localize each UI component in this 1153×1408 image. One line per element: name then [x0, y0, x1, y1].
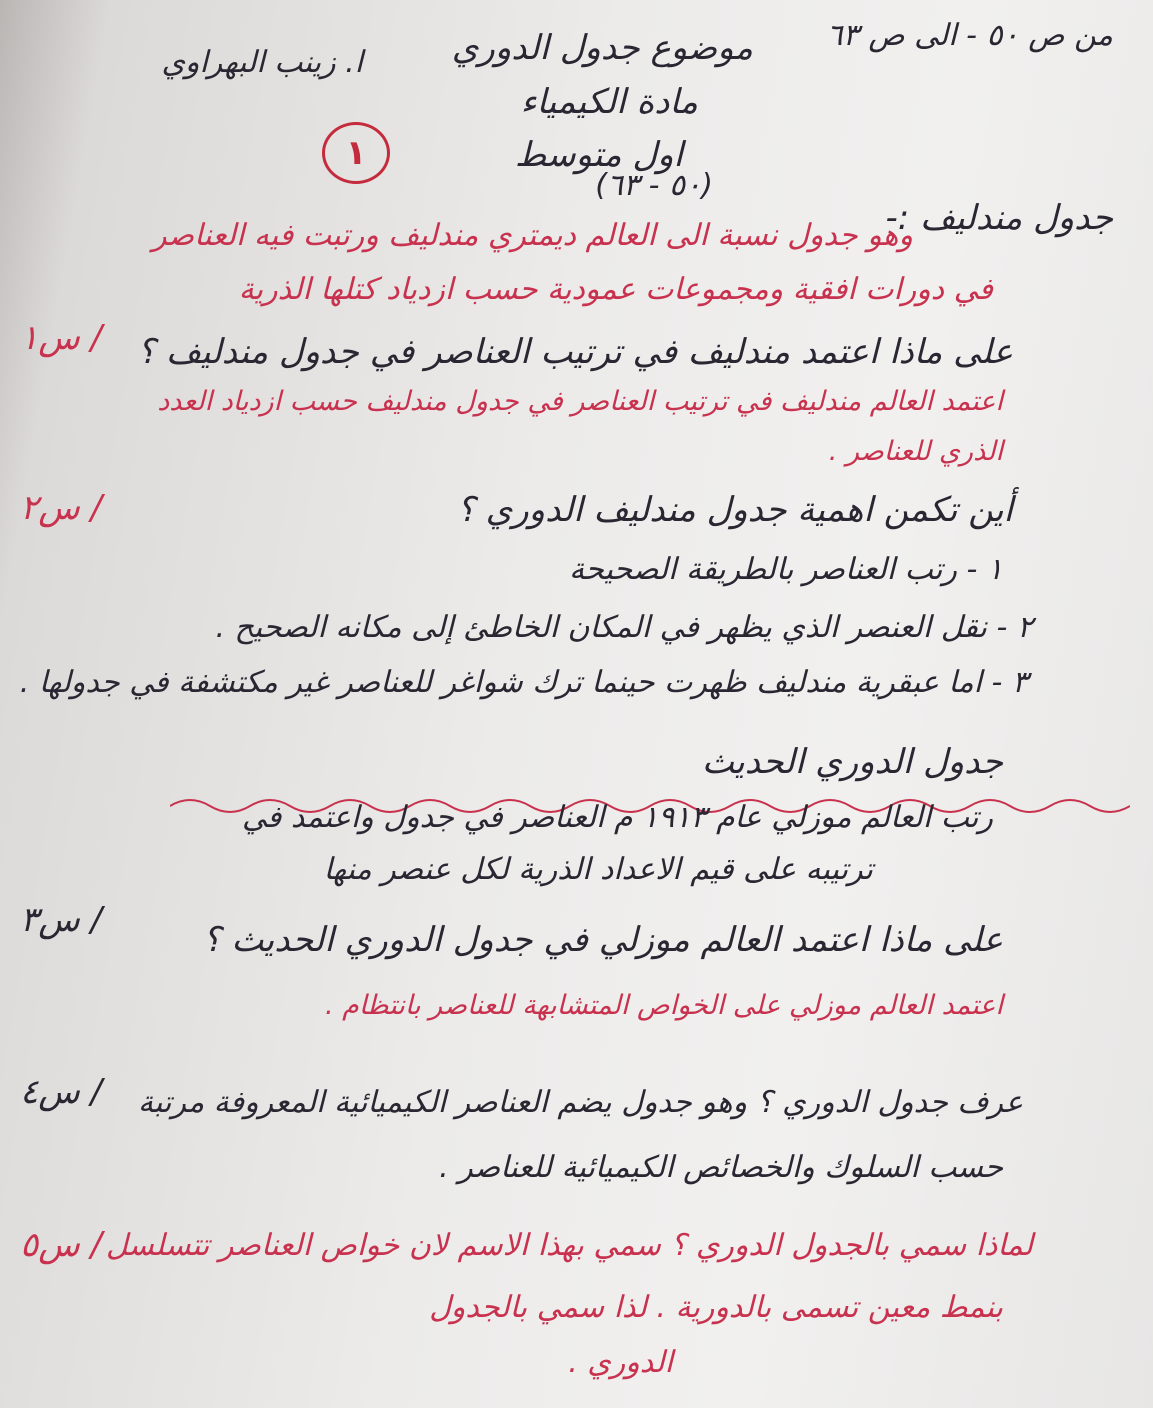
mendeleev-definition-2: في دورات افقية ومجموعات عمودية حسب ازدياد كتلها الذرية	[238, 272, 993, 307]
q3-question: على ماذا اعتمد العالم موزلي في جدول الدوري الحديث ؟	[202, 920, 1003, 960]
q1-answer-2: الذري للعناصر .	[828, 436, 1003, 467]
page-range-paren: (٥٠ - ٦٣)	[595, 168, 713, 203]
q1-label: س١ /	[20, 318, 103, 358]
q5-text-2: بنمط معين تسمى بالدورية . لذا سمي بالجدول	[429, 1290, 1003, 1325]
q5-text-1: لماذا سمي بالجدول الدوري ؟ سمي بهذا الاسم لان خواص العناصر تتسلسل	[105, 1228, 1033, 1263]
q4-text-1: عرف جدول الدوري ؟ وهو جدول يضم العناصر الكيميائية المعروفة مرتبة	[138, 1085, 1023, 1120]
q2-item-2: ٢ - نقل العنصر الذي يظهر في المكان الخاطئ إلى مكانه الصحيح .	[215, 610, 1033, 645]
subject-name: مادة الكيمياء	[520, 82, 698, 122]
grade-label: اول متوسط	[514, 135, 683, 175]
q5-label: س٥ /	[20, 1225, 103, 1265]
q3-answer: اعتمد العالم موزلي على الخواص المتشابهة للعناصر بانتظام .	[324, 990, 1003, 1021]
q2-question: أين تكمن اهمية جدول مندليف الدوري ؟	[456, 490, 1013, 530]
mendeleev-definition-1: وهو جدول نسبة الى العالم ديمتري مندليف ورتبت فيه العناصر	[152, 218, 913, 253]
q1-answer-1: اعتمد العالم مندليف في ترتيب العناصر في جدول مندليف حسب ازدياد العدد	[157, 386, 1003, 417]
modern-text-1: رتب العالم موزلي عام ١٩١٣ م العناصر في جدول واعتمد في	[242, 800, 993, 835]
q2-label: س٢ /	[20, 488, 103, 528]
q1-question: على ماذا اعتمد مندليف في ترتيب العناصر في جدول مندليف ؟	[137, 332, 1013, 372]
q4-label: س٤ /	[20, 1072, 103, 1112]
page-number-circle: ١	[322, 122, 390, 184]
q2-item-3: ٣ - اما عبقرية مندليف ظهرت حينما ترك شواغر للعناصر غير مكتشفة في جدولها .	[19, 665, 1028, 700]
page-range: من ص ٥٠ - الى ص ٦٣	[826, 18, 1113, 53]
q5-text-3: الدوري .	[568, 1345, 673, 1380]
q4-text-2: حسب السلوك والخصائص الكيميائية للعناصر .	[439, 1150, 1003, 1185]
teacher-name: ا. زينب البهراوي	[161, 45, 363, 80]
q3-label: س٣ /	[20, 900, 103, 940]
section-title-mendeleev: جدول مندليف :-	[885, 198, 1113, 238]
modern-text-2: ترتيبه على قيم الاعداد الذرية لكل عنصر منها	[323, 852, 873, 887]
section-title-modern: جدول الدوري الحديث	[701, 742, 1003, 782]
q2-item-1: ١ - رتب العناصر بالطريقة الصحيحة	[569, 552, 1003, 587]
topic-title: موضوع جدول الدوري	[451, 28, 753, 68]
